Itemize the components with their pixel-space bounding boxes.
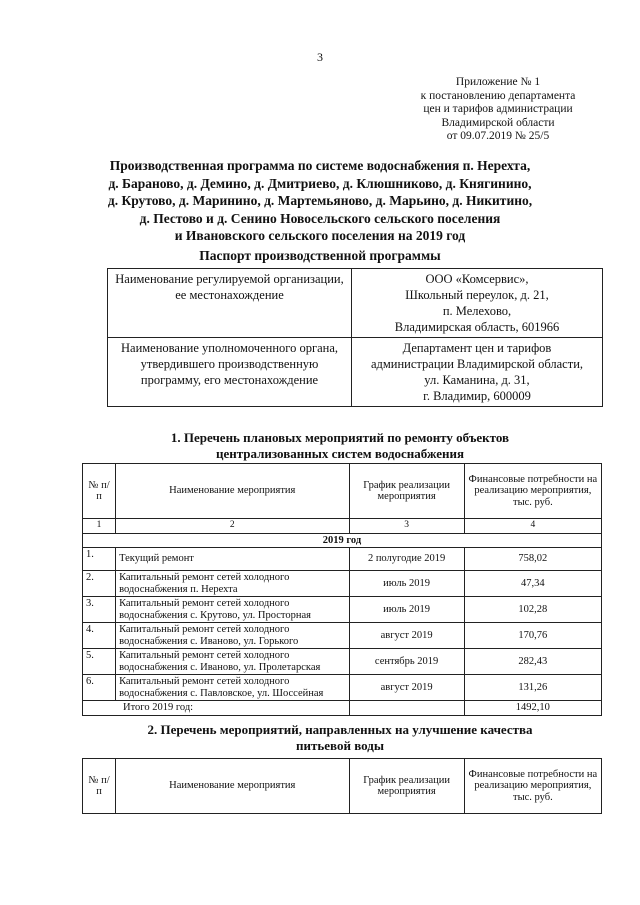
passport-value-line: п. Мелехово, (442, 304, 512, 318)
header-schedule: График реализации мероприятия (349, 759, 464, 814)
total-empty-cell (349, 701, 464, 716)
section-title-line: питьевой воды (296, 738, 384, 753)
title-line: д. Крутово, д. Маринино, д. Мартемьяново, д. Марьино, д. Никитино, (107, 193, 533, 208)
title-line: д. Бараново, д. Демино, д. Дмитриево, д. Клюшниково, д. Княгинино, (108, 175, 532, 191)
row-number: 6. (83, 675, 116, 701)
total-row (83, 701, 602, 716)
column-index: 3 (349, 519, 464, 534)
table-header-row (83, 464, 602, 519)
passport-value-line: Департамент цен и тарифов (402, 341, 552, 355)
column-index: 2 (116, 519, 349, 534)
section-title-line: централизованных систем водоснабжения (215, 446, 465, 461)
appendix-line: к постановлению департамента (420, 89, 576, 102)
table-row (83, 597, 602, 623)
table-header-row (83, 759, 602, 814)
row-number: 3. (83, 597, 116, 623)
column-index: 4 (464, 519, 601, 534)
row-schedule: июль 2019 (349, 571, 464, 597)
passport-value-line: г. Владимир, 600009 (423, 389, 531, 403)
section2-title (110, 722, 570, 754)
row-number: 4. (83, 623, 116, 649)
row-cost: 47,34 (464, 571, 601, 597)
appendix-line: Приложение № 1 (455, 76, 541, 88)
row-cost: 282,43 (464, 649, 601, 675)
total-label: Итого 2019 год: (83, 701, 350, 716)
passport-value-line: Владимирская область, 601966 (394, 320, 560, 334)
passport-label: Наименование уполномоченного органа, утвердившего производственную программу, его местонахождение (108, 338, 352, 407)
header-number: № п/п (83, 464, 116, 519)
passport-value-line: Школьный переулок, д. 21, (405, 288, 549, 302)
passport-row (108, 338, 603, 407)
column-index: 1 (83, 519, 116, 534)
header-cost: Финансовые потребности на реализацию мероприятия, тыс. руб. (464, 759, 601, 814)
table-row (83, 649, 602, 675)
year-label: 2019 год (83, 533, 602, 548)
header-name: Наименование мероприятия (116, 759, 349, 814)
row-schedule: август 2019 (349, 623, 464, 649)
row-cost: 102,28 (464, 597, 601, 623)
passport-value-line: администрации Владимирской области, (370, 357, 584, 371)
appendix-line: от 09.07.2019 № 25/5 (446, 130, 550, 142)
passport-value (352, 269, 603, 338)
header-name: Наименование мероприятия (116, 464, 349, 519)
table-row (83, 571, 602, 597)
page-number: 3 (317, 50, 323, 64)
appendix-block (398, 76, 598, 144)
column-index-row (83, 519, 602, 534)
row-number: 1. (83, 548, 116, 571)
row-name: Капитальный ремонт сетей холодного водоснабжения с. Иваново, ул. Пролетарская (116, 649, 349, 675)
appendix-line: Владимирской области (441, 116, 555, 129)
title-line: и Ивановского сельского поселения на 2019 год (174, 228, 466, 243)
table-row (83, 623, 602, 649)
row-name: Капитальный ремонт сетей холодного водоснабжения с. Крутово, ул. Просторная (116, 597, 349, 623)
row-cost: 758,02 (464, 548, 601, 571)
section1-title (110, 430, 570, 462)
repairs-table (82, 463, 602, 716)
row-cost: 131,26 (464, 675, 601, 701)
row-name: Капитальный ремонт сетей холодного водоснабжения с. Павловское, ул. Шоссейная (116, 675, 349, 701)
passport-title: Паспорт производственной программы (199, 248, 441, 263)
row-cost: 170,76 (464, 623, 601, 649)
passport-table (107, 268, 603, 407)
row-schedule: сентябрь 2019 (349, 649, 464, 675)
row-number: 2. (83, 571, 116, 597)
row-schedule: 2 полугодие 2019 (349, 548, 464, 571)
header-number: № п/п (83, 759, 116, 814)
passport-value (352, 338, 603, 407)
section-title-line: 1. Перечень плановых мероприятий по ремонту объектов (170, 430, 510, 445)
section-title-line: 2. Перечень мероприятий, направленных на улучшение качества (147, 722, 533, 737)
row-name: Капитальный ремонт сетей холодного водоснабжения с. Иваново, ул. Горького (116, 623, 349, 649)
title-line: д. Пестово и д. Сенино Новосельского сельского поселения (139, 210, 501, 226)
year-row (83, 533, 602, 548)
appendix-line: цен и тарифов администрации (423, 103, 573, 115)
passport-value-line: ООО «Комсервис», (425, 272, 529, 286)
document-title (90, 157, 550, 245)
header-schedule: График реализации мероприятия (349, 464, 464, 519)
row-name: Капитальный ремонт сетей холодного водоснабжения п. Нерехта (116, 571, 349, 597)
passport-value-line: ул. Каманина, д. 31, (424, 373, 530, 387)
table-row (83, 548, 602, 571)
passport-row (108, 269, 603, 338)
water-quality-table (82, 758, 602, 814)
total-value: 1492,10 (464, 701, 601, 716)
passport-label: Наименование регулируемой организации, ее местонахождение (108, 269, 352, 338)
row-name: Текущий ремонт (116, 548, 349, 571)
row-schedule: июль 2019 (349, 597, 464, 623)
header-cost: Финансовые потребности на реализацию мероприятия, тыс. руб. (464, 464, 601, 519)
row-schedule: август 2019 (349, 675, 464, 701)
row-number: 5. (83, 649, 116, 675)
table-row (83, 675, 602, 701)
title-line: Производственная программа по системе водоснабжения п. Нерехта, (109, 158, 531, 173)
